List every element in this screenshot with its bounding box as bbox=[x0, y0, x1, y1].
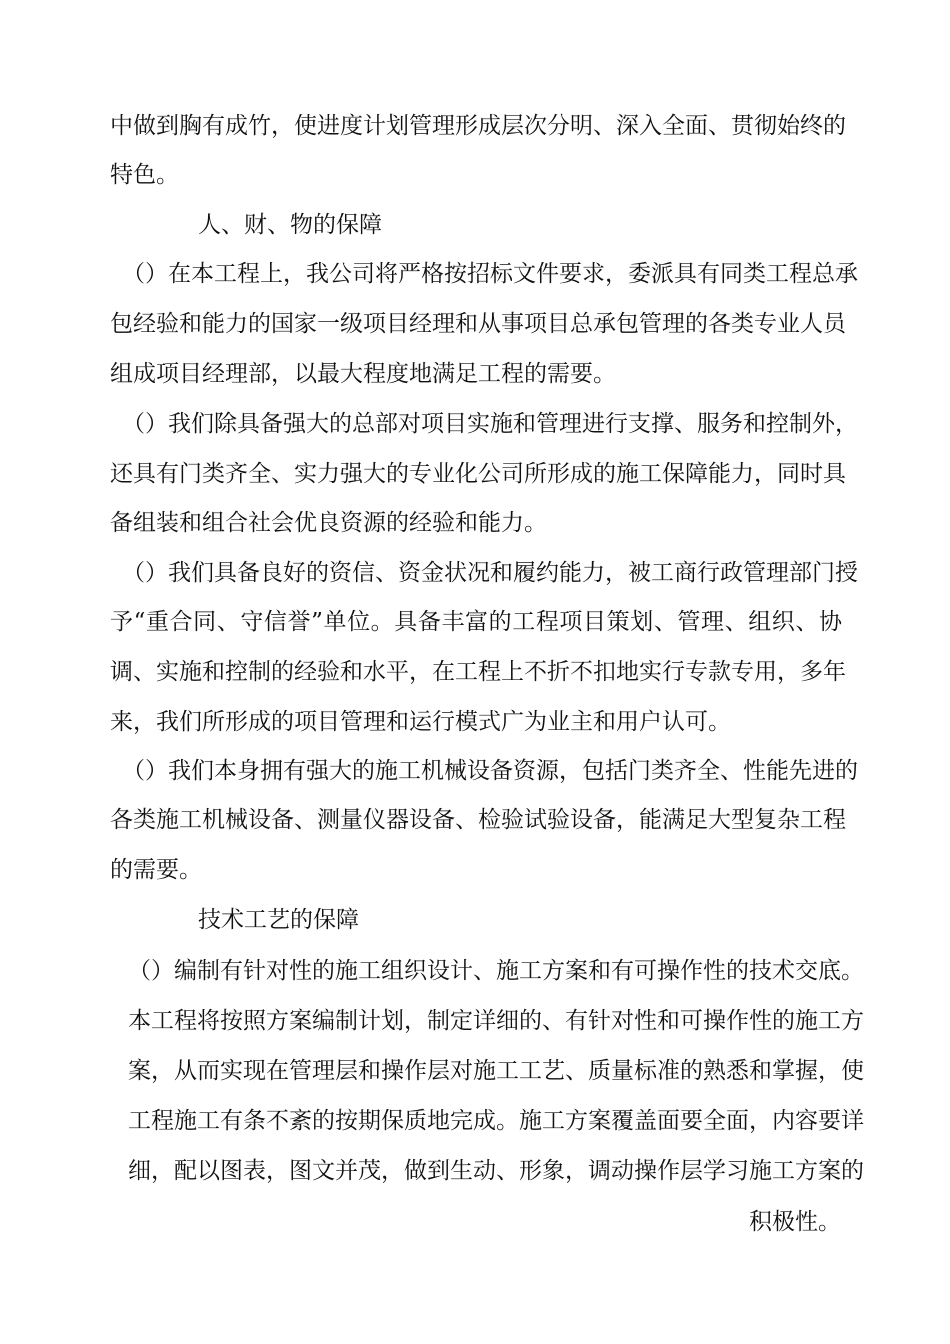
paragraph-line: 各类施工机械设备、测量仪器设备、检验试验设备，能满足大型复杂工程 bbox=[110, 807, 846, 833]
paragraph-line: （）我们除具备强大的总部对项目实施和管理进行支撑、服务和控制外， bbox=[122, 411, 858, 437]
intro-line-2: 特色。 bbox=[110, 162, 179, 188]
intro-line-1: 中做到胸有成竹，使进度计划管理形成层次分明、深入全面、贯彻始终的 bbox=[110, 113, 846, 139]
paragraph-line: 备组装和组合社会优良资源的经验和能力。 bbox=[110, 510, 547, 536]
paragraph-line: （）我们本身拥有强大的施工机械设备资源，包括门类齐全、性能先进的 bbox=[122, 758, 858, 784]
paragraph-line: 案，从而实现在管理层和操作层对施工工艺、质量标准的熟悉和掌握，使 bbox=[128, 1058, 864, 1084]
paragraph-line: 本工程将按照方案编制计划，制定详细的、有针对性和可操作性的施工方 bbox=[128, 1008, 864, 1034]
paragraph-line: 的需要。 bbox=[110, 857, 202, 883]
paragraph-line: （）在本工程上，我公司将严格按招标文件要求，委派具有同类工程总承 bbox=[122, 261, 858, 287]
paragraph-end-line: 积极性。 bbox=[749, 1209, 841, 1235]
paragraph-line: （）我们具备良好的资信、资金状况和履约能力，被工商行政管理部门授 bbox=[122, 560, 858, 586]
paragraph-line: （）编制有针对性的施工组织设计、施工方案和有可操作性的技术交底。 bbox=[128, 958, 864, 984]
section-heading-technology: 技术工艺的保障 bbox=[198, 907, 359, 933]
paragraph-line: 来，我们所形成的项目管理和运行模式广为业主和用户认可。 bbox=[110, 709, 731, 735]
paragraph-line: 细，配以图表，图文并茂，做到生动、形象，调动操作层学习施工方案的 bbox=[128, 1158, 864, 1184]
paragraph-line: 组成项目经理部，以最大程度地满足工程的需要。 bbox=[110, 361, 616, 387]
paragraph-line: 予“重合同、守信誉”单位。具备丰富的工程项目策划、管理、组织、协 bbox=[110, 609, 842, 635]
paragraph-line: 工程施工有条不紊的按期保质地完成。施工方案覆盖面要全面，内容要详 bbox=[128, 1108, 864, 1134]
paragraph-line: 包经验和能力的国家一级项目经理和从事项目总承包管理的各类专业人员 bbox=[110, 311, 846, 337]
paragraph-line: 调、实施和控制的经验和水平，在工程上不折不扣地实行专款专用，多年 bbox=[110, 659, 846, 685]
paragraph-line: 还具有门类齐全、实力强大的专业化公司所形成的施工保障能力，同时具 bbox=[110, 461, 846, 487]
section-heading-resources: 人、财、物的保障 bbox=[198, 212, 382, 238]
